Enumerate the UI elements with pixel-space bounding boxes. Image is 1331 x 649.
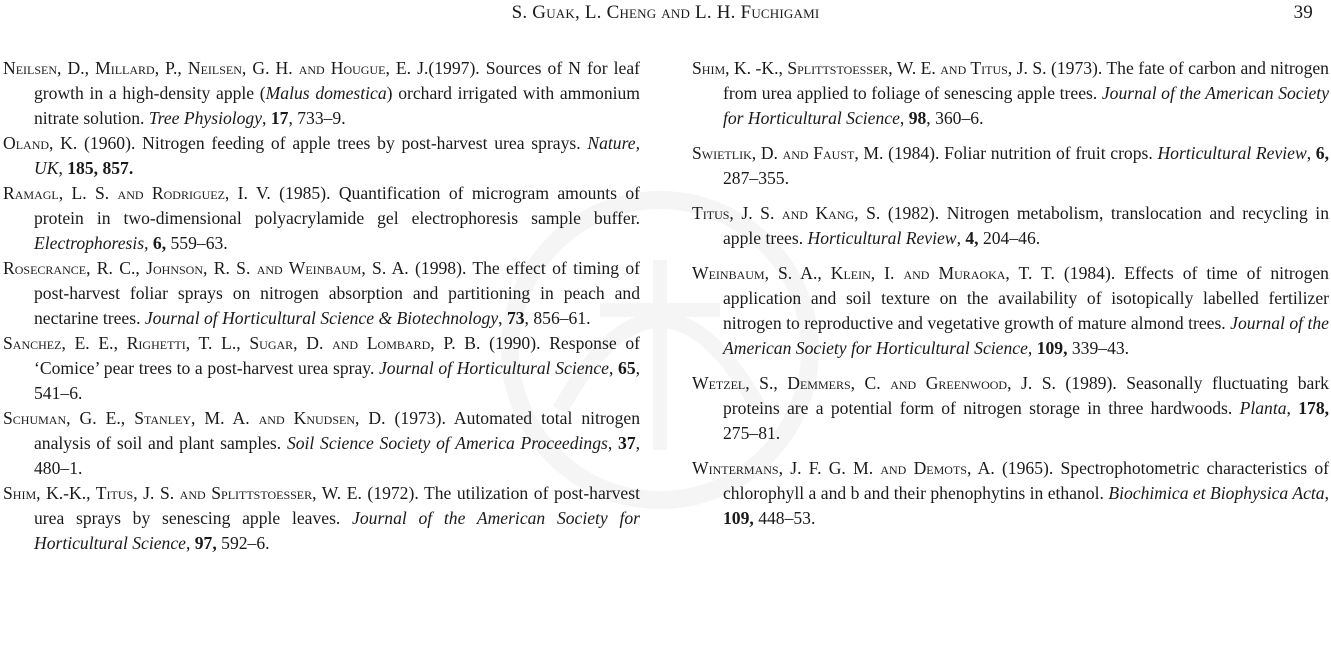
reference-separator: ,	[262, 108, 271, 128]
reference-journal: Horticultural Review	[807, 228, 957, 248]
reference-volume: 17	[270, 108, 289, 128]
reference-volume: 109,	[723, 508, 754, 528]
reference-pages: 275–81.	[723, 423, 781, 443]
reference-pages: 204–46.	[978, 228, 1041, 248]
reference-separator: ,	[144, 233, 153, 253]
reference-volume: 65	[618, 358, 636, 378]
reference-pages: 448–53.	[753, 508, 816, 528]
reference-pages: , 733–9.	[288, 108, 346, 128]
reference-species: Malus domestica	[265, 83, 387, 103]
reference-journal: Journal of the American Society for Horticultural Science	[723, 313, 1329, 358]
reference-text: (1997). Sources of N for leaf growth in a high-density apple (	[34, 58, 640, 103]
reference-authors: Shim, K.-K., Titus, J. S. and Splittstoesser, W. E.	[3, 483, 362, 503]
reference-pages: , 480–1.	[34, 433, 641, 478]
reference-text: (1990). Response of ‘Comice’ pear trees to a post-harvest urea spray.	[34, 333, 641, 378]
reference-authors: Oland, K.	[3, 133, 78, 153]
reference-text: (1960). Nitrogen feeding of apple trees by post-harvest urea sprays.	[77, 133, 588, 153]
page-number: 39	[1293, 2, 1313, 23]
reference-journal: Horticultural Review	[1157, 143, 1307, 163]
references-left-column	[3, 56, 640, 556]
reference-authors: Sanchez, E. E., Righetti, T. L., Sugar, D. and Lombard, P. B.	[3, 333, 481, 353]
reference-separator: ,	[185, 533, 195, 553]
reference-authors: Ramagl, L. S. and Rodriguez, I. V.	[3, 183, 271, 203]
running-title: S. Guak, L. Cheng and L. H. Fuchigami	[511, 2, 820, 23]
reference-authors: Swietlik, D. and Faust, M.	[692, 143, 884, 163]
running-head	[0, 2, 1331, 28]
reference-authors: Rosecrance, R. C., Johnson, R. S. and Weinbaum, S. A.	[3, 258, 409, 278]
reference-journal: Nature, UK	[34, 133, 640, 178]
reference-volume: 4,	[965, 228, 979, 248]
reference-journal: Tree Physiology	[148, 108, 263, 128]
reference-journal: Journal of Horticultural Science	[379, 358, 609, 378]
reference-volume: 37	[618, 433, 636, 453]
reference-entry	[3, 131, 640, 181]
reference-entry	[3, 331, 640, 406]
reference-text: (1984). Foliar nutrition of fruit crops.	[883, 143, 1158, 163]
reference-pages: , 541–6.	[34, 358, 641, 403]
reference-entry	[3, 181, 640, 256]
reference-pages: , 856–61.	[524, 308, 591, 328]
reference-text: (1989). Seasonally fluctuating bark proteins are a potential form of nitrogen storage in three hardwoods.	[723, 373, 1329, 418]
reference-authors: Weinbaum, S. A., Klein, I. and Muraoka, T. T.	[692, 263, 1055, 283]
reference-separator: ,	[1306, 143, 1316, 163]
reference-authors: Schuman, G. E., Stanley, M. A. and Knudsen, D.	[3, 408, 386, 428]
reference-pages: 559–63.	[166, 233, 228, 253]
reference-pages: 339–43.	[1067, 338, 1130, 358]
reference-entry	[3, 406, 640, 481]
reference-volume: 97,	[194, 533, 217, 553]
reference-entry	[3, 481, 640, 556]
reference-text: (1998). The effect of timing of post-harvest foliar sprays on nitrogen absorption and partitioning in peach and nectarine trees.	[34, 258, 641, 328]
reference-separator: ,	[1286, 398, 1299, 418]
reference-separator: ,	[899, 108, 909, 128]
reference-text: (1972). The utilization of post-harvest urea sprays by senescing apple leaves.	[34, 483, 640, 528]
reference-volume: 109,	[1036, 338, 1068, 358]
reference-authors: Neilsen, D., Millard, P., Neilsen, G. H. and Hougue, E. J.	[3, 58, 429, 78]
reference-pages: , 360–6.	[926, 108, 984, 128]
reference-text: (1982). Nitrogen metabolism, translocation and recycling in apple trees.	[723, 203, 1329, 248]
reference-authors: Wintermans, J. F. G. M. and Demots, A.	[692, 458, 995, 478]
reference-separator: ,	[1324, 483, 1329, 503]
reference-separator: ,	[58, 158, 68, 178]
reference-text: (1984). Effects of time of nitrogen application and soil texture on the availability of isotopically labelled fertilizer nitrogen to reproductive and vegetative growth of mature almond trees.	[723, 263, 1329, 333]
reference-authors: Titus, J. S. and Kang, S.	[692, 203, 881, 223]
reference-separator: ,	[956, 228, 966, 248]
reference-entry	[3, 256, 640, 331]
reference-separator: ,	[607, 433, 619, 453]
reference-entry	[692, 141, 1329, 191]
reference-volume: 6,	[1315, 143, 1329, 163]
reference-entry	[692, 456, 1329, 531]
reference-separator: ,	[1027, 338, 1037, 358]
reference-authors: Shim, K. -K., Splittstoesser, W. E. and Titus, J. S.	[692, 58, 1047, 78]
reference-volume: 6,	[152, 233, 167, 253]
reference-journal: Planta	[1239, 398, 1287, 418]
reference-separator: ,	[608, 358, 619, 378]
reference-volume: 98	[908, 108, 927, 128]
reference-authors: Wetzel, S., Demmers, C. and Greenwood, J. S.	[692, 373, 1056, 393]
reference-text: (1973). The fate of carbon and nitrogen from urea applied to foliage of senescing apple trees.	[723, 58, 1329, 103]
reference-text: (1965). Spectrophotometric characteristics of chlorophyll a and b and their phenophytins in ethanol.	[723, 458, 1329, 503]
reference-journal: Soil Science Society of America Proceedings	[286, 433, 608, 453]
reference-entry	[692, 56, 1329, 131]
references-right-column	[692, 56, 1329, 541]
reference-entry	[692, 201, 1329, 251]
reference-separator: ,	[498, 308, 507, 328]
reference-text: (1973). Automated total nitrogen analysis of soil and plant samples.	[34, 408, 640, 453]
reference-entry	[3, 56, 640, 131]
reference-journal: Journal of the American Society for Horticultural Science	[34, 508, 640, 553]
reference-pages: 592–6.	[216, 533, 270, 553]
reference-entry	[692, 371, 1329, 446]
reference-volume: 178,	[1298, 398, 1330, 418]
reference-journal: Journal of the American Society for Horticultural Science	[723, 83, 1330, 128]
reference-pages: 287–355.	[723, 168, 789, 188]
reference-text: ) orchard irrigated with ammonium nitrate solution.	[34, 83, 640, 128]
reference-journal: Electrophoresis	[34, 233, 145, 253]
reference-text: (1985). Quantification of microgram amounts of protein in two-dimensional polyacrylamide gel electrophoresis sample buffer.	[34, 183, 640, 228]
reference-volume: 73	[506, 308, 525, 328]
reference-volume: 185, 857.	[67, 158, 134, 178]
reference-entry	[692, 261, 1329, 361]
reference-journal: Biochimica et Biophysica Acta	[1108, 483, 1325, 503]
reference-journal: Journal of Horticultural Science & Biotechnology	[144, 308, 499, 328]
